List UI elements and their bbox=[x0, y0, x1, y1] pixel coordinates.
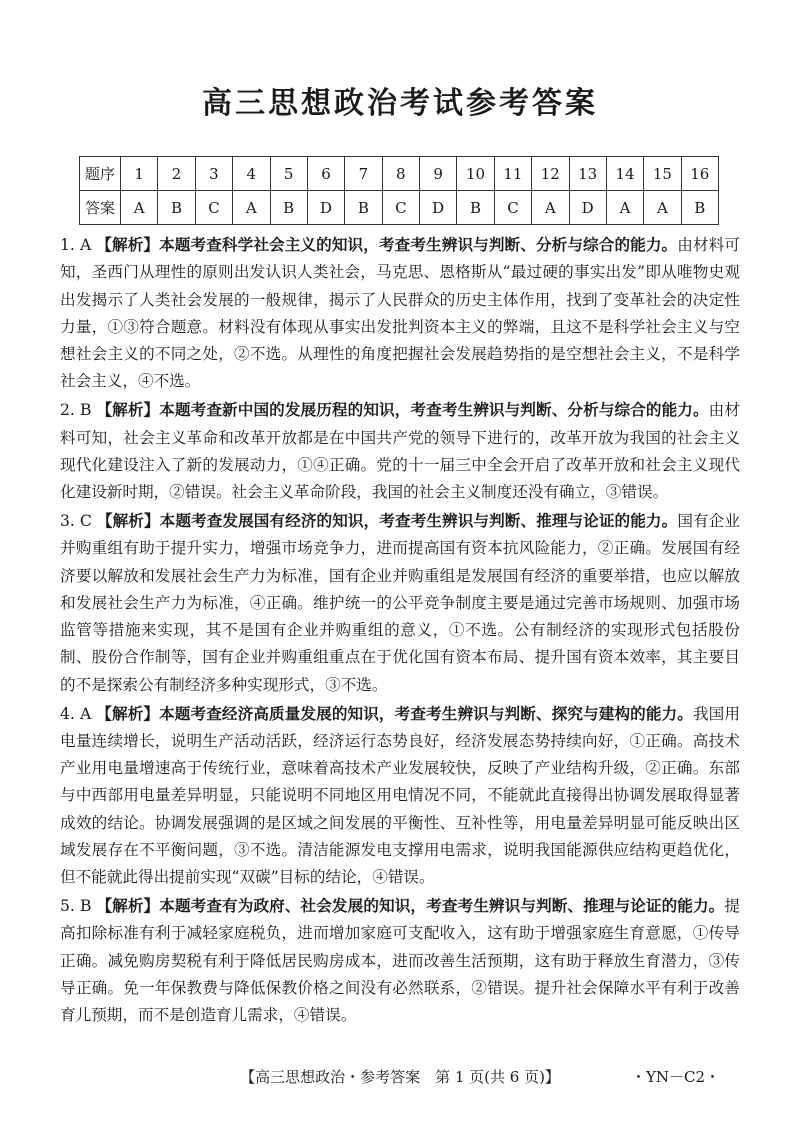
answer-cell: A bbox=[233, 191, 270, 225]
page-title: 高三思想政治考试参考答案 bbox=[202, 86, 598, 121]
question-explanation bbox=[60, 893, 740, 1029]
question-number-cell: 14 bbox=[606, 157, 643, 191]
question-explanation bbox=[60, 701, 740, 892]
answer-table bbox=[79, 156, 719, 225]
answer-cell: D bbox=[569, 191, 606, 225]
answer-cell: B bbox=[457, 191, 494, 225]
row-header-cell: 题序 bbox=[80, 157, 121, 191]
question-number-cell: 8 bbox=[382, 157, 419, 191]
question-explanation bbox=[60, 397, 740, 506]
answer-cell: A bbox=[532, 191, 569, 225]
question-number-cell: 4 bbox=[233, 157, 270, 191]
question-number-cell: 15 bbox=[644, 157, 681, 191]
question-number-cell: 9 bbox=[420, 157, 457, 191]
analysis-lead: 本题考查经济高质量发展的知识，考查考生辨识与判断、探究与建构的能力。 bbox=[159, 704, 693, 723]
answer-cell: A bbox=[644, 191, 681, 225]
question-explanation bbox=[60, 232, 740, 396]
answer-explanations bbox=[60, 232, 740, 1031]
answer-cell: C bbox=[494, 191, 531, 225]
answer-cell: B bbox=[158, 191, 195, 225]
analysis-lead: 本题考查有为政府、社会发展的知识，考查考生辨识与判断、推理与论证的能力。 bbox=[159, 897, 725, 916]
question-number-row bbox=[80, 157, 719, 191]
row-header-cell: 答案 bbox=[80, 191, 121, 225]
question-number-cell: 7 bbox=[345, 157, 382, 191]
answer-cell: D bbox=[420, 191, 457, 225]
answer-cell: A bbox=[606, 191, 643, 225]
analysis-tag: 【解析】 bbox=[96, 401, 160, 420]
question-number-cell: 12 bbox=[532, 157, 569, 191]
question-number-cell: 6 bbox=[307, 157, 344, 191]
analysis-body: 由材料可知，社会主义革命和改革开放都是在中国共产党的领导下进行的，改革开放为我国的社会主义现代化建设注入了新的发展动力，①④正确。党的十一届三中全会开启了改革开放和社会主义现代化建设新时期，②错误。社会主义革命阶段，我国的社会主义制度还没有确立，③错误。 bbox=[60, 401, 740, 502]
question-number-cell: 2 bbox=[158, 157, 195, 191]
analysis-lead: 本题考查新中国的发展历程的知识，考查考生辨识与判断、分析与综合的能力。 bbox=[159, 401, 709, 420]
analysis-body: 由材料可知，圣西门从理性的原则出发认识人类社会，马克思、恩格斯从“最过硬的事实出发”即从唯物史观出发揭示了人类社会发展的一般规律，揭示了人民群众的历史主体作用，找到了变革社会的决定性力量，①③符合题意。材料没有体现从事实出发批判资本主义的弊端，且这不是科学社会主义与空想社会主义的不同之处，②不选。从理性的角度把握社会发展趋势指的是空想社会主义，不是科学社会主义，④不选。 bbox=[60, 236, 740, 391]
analysis-body: 国有企业并购重组有助于提升实力，增强市场竞争力，进而提高国有资本抗风险能力，②正确。发展国有经济要以解放和发展社会生产力为标准，国有企业并购重组是发展国有经济的重要举措，也应以解放和发展社会生产力为标准，④正确。维护统一的公平竞争制度主要是通过完善市场规则、加强市场监管等措施来实现，其不是国有企业并购重组的意义，①不选。公有制经济的实现形式包括股份制、股份合作制等，国有企业并购重组重点在于优化国有资本布局、提升国有资本效率，其主要目的不是探索公有制经济多种实现形式，③不选。 bbox=[60, 511, 740, 694]
question-number-cell: 11 bbox=[494, 157, 531, 191]
analysis-tag: 【解析】 bbox=[96, 236, 160, 254]
question-number-cell: 5 bbox=[270, 157, 307, 191]
answer-cell: A bbox=[121, 191, 158, 225]
question-number-cell: 13 bbox=[569, 157, 606, 191]
answer-cell: C bbox=[195, 191, 232, 225]
question-number-cell: 3 bbox=[195, 157, 232, 191]
footer-page-info: 【高三思想政治・参考答案 第 1 页(共 6 页)】 bbox=[240, 1068, 560, 1086]
question-number-cell: 10 bbox=[457, 157, 494, 191]
analysis-lead: 本题考查科学社会主义的知识，考查考生辨识与判断、分析与综合的能力。 bbox=[159, 236, 678, 254]
question-explanation bbox=[60, 508, 740, 699]
question-label: 4. A bbox=[60, 704, 92, 723]
question-label: 1. A bbox=[60, 236, 92, 254]
question-number-cell: 16 bbox=[681, 157, 718, 191]
analysis-tag: 【解析】 bbox=[96, 511, 160, 530]
answer-cell: C bbox=[382, 191, 419, 225]
analysis-tag: 【解析】 bbox=[96, 897, 160, 916]
question-label: 5. B bbox=[60, 897, 92, 916]
analysis-body: 我国用电量连续增长，说明生产活动活跃，经济运行态势良好，经济发展态势持续向好，①正确。高技术产业用电量增速高于传统行业，意味着高技术产业发展较快，反映了产业结构升级，②正确。东部与中西部用电量差异明显，只能说明不同地区用电情况不同，不能就此直接得出协调发展取得显著成效的结论。协调发展强调的是区域之间发展的平衡性、互补性等，用电量差异明显可能反映出区域发展存在不平衡问题，③不选。清洁能源发电支撑用电需求，说明我国能源供应结构更趋优化，但不能就此得出提前实现“双碳”目标的结论，④错误。 bbox=[60, 704, 740, 887]
footer-code: ・YN－C2・ bbox=[630, 1068, 720, 1086]
question-label: 3. C bbox=[60, 511, 92, 530]
question-label: 2. B bbox=[60, 401, 92, 420]
analysis-lead: 本题考查发展国有经济的知识，考查考生辨识与判断、推理与论证的能力。 bbox=[159, 511, 678, 530]
answer-cell: D bbox=[307, 191, 344, 225]
analysis-tag: 【解析】 bbox=[96, 704, 160, 723]
analysis-body: 提高扣除标准有利于减轻家庭税负，进而增加家庭可支配收入，这有助于增强家庭生育意愿，①传导正确。减免购房契税有利于降低居民购房成本，进而改善生活预期，这有助于释放生育潜力，③传导正确。免一年保教费与降低保教价格之间没有必然联系，②错误。提升社会保障水平有利于改善育儿预期，而不是创造育儿需求，④错误。 bbox=[60, 897, 740, 1025]
answer-cell: B bbox=[681, 191, 718, 225]
answer-row bbox=[80, 191, 719, 225]
question-number-cell: 1 bbox=[121, 157, 158, 191]
answer-cell: B bbox=[270, 191, 307, 225]
answer-cell: B bbox=[345, 191, 382, 225]
